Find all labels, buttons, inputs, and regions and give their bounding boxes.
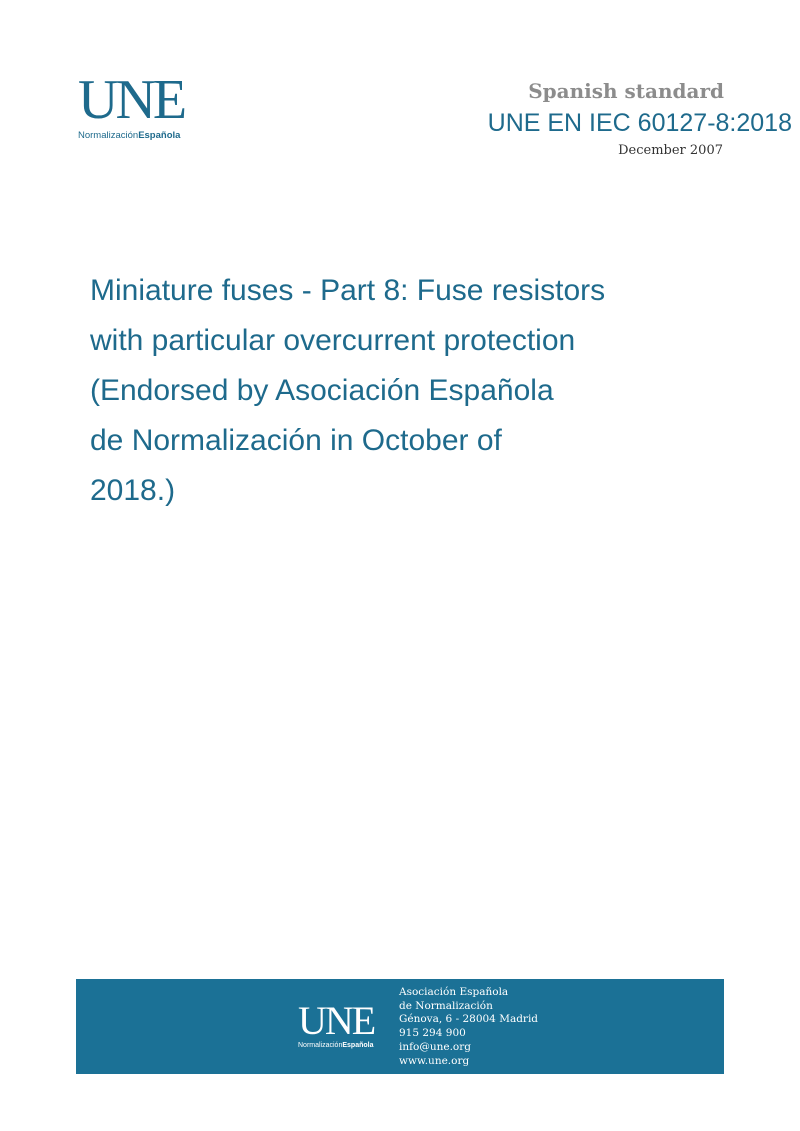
standard-header	[528, 78, 724, 104]
footer-logo-wordmark: UNE	[298, 998, 375, 1043]
footer-address	[399, 986, 538, 1068]
standard-date: December 2007	[618, 143, 723, 158]
email-link[interactable]: info@une.org	[399, 1040, 471, 1053]
footer-logo-subtitle-regular: Normalización	[298, 1042, 343, 1049]
footer-logo	[298, 998, 388, 1049]
une-logo	[78, 69, 198, 144]
title-line: de Normalización in October of	[90, 424, 502, 457]
standard-kind: Spanish standard	[528, 79, 724, 103]
footer-logo-subtitle-bold: Española	[342, 1042, 374, 1049]
footer-banner	[76, 979, 724, 1074]
logo-subtitle-regular: Normalización	[78, 130, 139, 141]
title-line: (Endorsed by Asociación Española	[90, 374, 554, 407]
title-line: 2018.)	[90, 474, 176, 507]
logo-subtitle-bold: Española	[138, 130, 181, 141]
title-line: with particular overcurrent protection	[90, 324, 576, 357]
phone-number: 915 294 900	[399, 1027, 466, 1040]
title-line: Miniature fuses - Part 8: Fuse resistors	[90, 274, 606, 307]
website-link[interactable]: www.une.org	[399, 1054, 470, 1067]
logo-subtitle	[78, 130, 198, 141]
address-line: Asociación Española	[399, 986, 509, 998]
footer-logo-subtitle	[298, 1042, 388, 1049]
address-line: de Normalización	[399, 999, 493, 1012]
standard-code: UNE EN IEC 60127-8:2018	[487, 109, 792, 137]
address-line: Génova, 6 - 28004 Madrid	[399, 1013, 539, 1026]
document-title	[90, 266, 690, 516]
logo-wordmark: UNE	[78, 69, 185, 131]
